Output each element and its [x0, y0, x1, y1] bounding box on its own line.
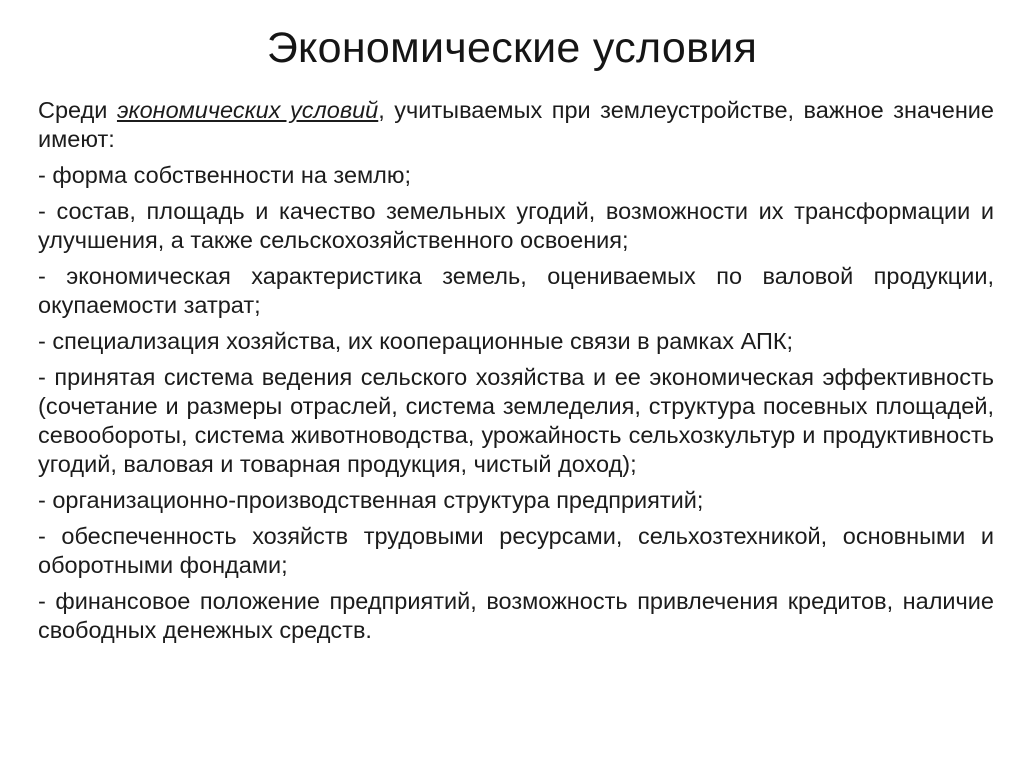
list-item-ownership: - форма собственности на землю; [38, 162, 412, 188]
list-item-financial-position: - финансовое положение предприятий, возможность привлечения кредитов, наличие свободных денежных средств. [38, 588, 994, 643]
list-item-farming-system: - принятая система ведения сельского хозяйства и ее экономическая эффективность (сочетание и размеры отраслей, система земледелия, структура посевных площадей, севообороты, система животноводства, урожайность сельхозкультур и продуктивность угодий, валовая и товарная продукция, чистый доход); [38, 364, 994, 477]
list-item-economic-characteristics: - экономическая характеристика земель, оцениваемых по валовой продукции, окупаемости затрат; [38, 263, 994, 318]
intro-paragraph [38, 96, 994, 154]
list-item-specialization: - специализация хозяйства, их кооперационные связи в рамках АПК; [38, 328, 794, 354]
intro-emphasis: экономических условий [116, 97, 379, 123]
intro-suffix: , учитываемых при землеустройстве, важное значение имеют: [38, 97, 994, 152]
slide-title: Экономические условия [266, 24, 758, 72]
list-item-org-structure: - организационно-производственная структура предприятий; [38, 487, 704, 513]
list-item-resources: - обеспеченность хозяйств трудовыми ресурсами, сельхозтехникой, основными и оборотными фондами; [38, 523, 994, 578]
list-item-land-composition: - состав, площадь и качество земельных угодий, возможности их трансформации и улучшения, а также сельскохозяйственного освоения; [38, 198, 994, 253]
slide-body [38, 96, 994, 652]
intro-prefix: Среди [38, 97, 117, 123]
